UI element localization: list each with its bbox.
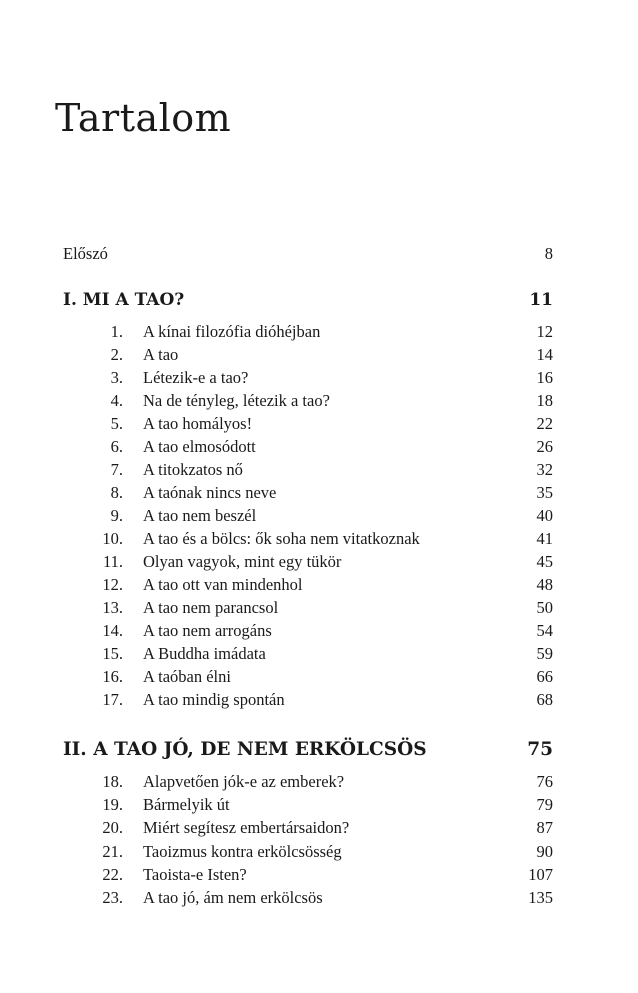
toc-entry-label: Taoista-e Isten? [143,864,247,884]
toc-entry-number: 20. [102,818,123,838]
page-title: Tartalom [55,96,232,140]
toc-entry-label: A tao elmosódott [143,437,256,456]
toc-entry[interactable] [63,642,553,665]
toc-entry-page: 26 [536,437,553,456]
toc-entry[interactable] [63,366,553,389]
toc-entry[interactable] [63,435,553,458]
toc-entry-number: 8. [110,483,123,502]
toc-entry-number: 6. [110,437,123,456]
toc-preface-label: Előszó [63,244,108,263]
toc-entry-page: 50 [536,598,553,617]
toc-entry-page: 14 [536,345,553,364]
toc-entry-page: 35 [536,483,553,502]
toc-entry-number: 12. [102,575,123,594]
toc-entry-page: 16 [536,368,553,387]
toc-entry[interactable] [63,412,553,435]
toc-entry-page: 68 [536,690,553,709]
toc-entry-number: 4. [110,391,123,410]
toc-part-label: I. MI A TAO? [63,290,185,310]
toc-entry-page: 66 [536,667,553,686]
toc-entry-label: Taoizmus kontra erkölcsösség [143,841,342,861]
toc-entry[interactable] [63,320,553,343]
toc-entry-label: A taónak nincs neve [143,483,277,502]
toc-entry-number: 2. [110,345,123,364]
toc-entry[interactable] [63,527,553,550]
toc-part-1-heading[interactable] [63,286,553,314]
toc-entry[interactable] [63,596,553,619]
toc-entry-label: A tao mindig spontán [143,690,285,709]
toc-entry[interactable] [63,343,553,366]
toc-entry-number: 7. [110,460,123,479]
toc-entry[interactable] [63,770,553,793]
toc-entry-number: 1. [110,322,123,341]
toc-entry-page: 32 [536,460,553,479]
toc-entry-page: 12 [536,322,553,341]
toc-part-page: 75 [527,739,553,760]
toc-entry-number: 5. [110,414,123,433]
toc-entry-page: 45 [536,552,553,571]
toc-entry-page: 40 [536,506,553,525]
toc-entry-page: 135 [528,888,553,907]
toc-entry-label: A taóban élni [143,667,231,686]
toc-entry-number: 9. [110,506,123,525]
toc-entry-page: 22 [536,414,553,433]
toc-entry-page: 76 [536,772,553,791]
toc-entry[interactable] [63,863,553,886]
toc-entry-number: 3. [110,368,123,387]
toc-entry-label: Alapvetően jók-e az emberek? [143,772,345,791]
toc-entry-label: A tao nem arrogáns [143,621,272,640]
toc-entry-label: A tao nem beszél [143,506,257,525]
toc-entry-page: 87 [536,818,553,838]
toc-entry-label: Bármelyik út [143,795,230,815]
toc-entry-label: Na de tényleg, létezik a tao? [143,391,330,410]
toc-entry-label: A titokzatos nő [143,460,243,479]
toc-entry-label: A kínai filozófia dióhéjban [143,322,321,341]
toc-entry[interactable] [63,504,553,527]
toc-entry-label: Olyan vagyok, mint egy tükör [143,552,342,571]
toc-entry-number: 17. [102,690,123,709]
toc-entry-page: 54 [536,621,553,640]
toc-entry[interactable] [63,389,553,412]
toc-entry[interactable] [63,886,553,909]
toc-entry-label: A tao ott van mindenhol [143,575,303,594]
toc-entry-number: 15. [102,644,123,663]
toc-entry-page: 18 [536,391,553,410]
toc-preface-page: 8 [544,244,553,263]
toc-entry-page: 48 [536,575,553,594]
toc-entry-label: A tao nem parancsol [143,598,279,617]
toc-entry-label: A tao jó, ám nem erkölcsös [143,888,323,907]
toc-entry-number: 18. [102,772,123,791]
toc-entry-label: A tao homályos! [143,414,253,433]
toc-entry-number: 21. [102,841,123,861]
toc-entry[interactable] [63,573,553,596]
toc-entry-label: Létezik-e a tao? [143,368,249,387]
toc-entry-number: 11. [102,552,123,571]
toc-entry[interactable] [63,481,553,504]
toc-entry-number: 16. [102,667,123,686]
toc-entry-page: 41 [536,529,553,548]
toc-part-label: II. A TAO JÓ, DE NEM ERKÖLCSÖS [63,739,427,760]
toc-entry-number: 10. [102,529,123,548]
toc-entry[interactable] [63,688,553,711]
toc-entry-number: 19. [102,795,123,815]
toc-entry[interactable] [63,840,553,863]
toc-entry[interactable] [63,793,553,816]
toc-entry[interactable] [63,458,553,481]
toc-entry-label: Miért segítesz embertársaidon? [143,818,350,838]
toc-entry-label: A Buddha imádata [143,644,266,663]
toc-entry-number: 13. [102,598,123,617]
toc-entry-page: 90 [536,841,553,861]
toc-entry-number: 23. [102,888,123,907]
toc-part-page: 11 [529,290,553,310]
toc-entry-page: 59 [536,644,553,663]
toc-preface[interactable] [63,242,553,265]
toc-entry[interactable] [63,619,553,642]
toc-entry-label: A tao és a bölcs: ők soha nem vitatkoznak [143,529,420,548]
toc-part-2-heading[interactable] [63,736,553,764]
toc-entry-number: 14. [102,621,123,640]
toc-entry[interactable] [63,816,553,839]
toc-entry[interactable] [63,550,553,573]
toc-entry-page: 79 [536,795,553,815]
toc-entry-label: A tao [143,345,179,364]
toc-entry-number: 22. [102,864,123,884]
toc-entry[interactable] [63,665,553,688]
toc-entry-page: 107 [528,864,553,884]
